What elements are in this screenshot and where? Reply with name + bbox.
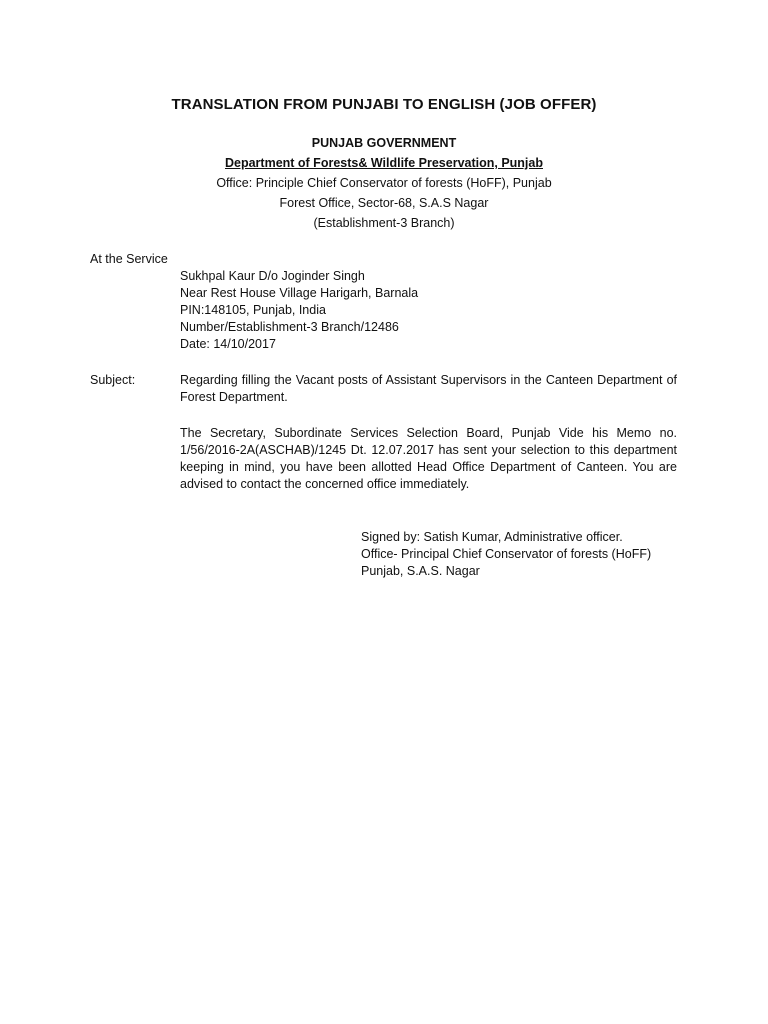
office-location: Forest Office, Sector-68, S.A.S Nagar (279, 196, 489, 210)
reference-number: Number/Establishment-3 Branch/12486 (180, 320, 399, 334)
body-paragraph: The Secretary, Subordinate Services Selection Board, Punjab Vide his Memo no. 1/56/2016-2A(ASCHAB)/1245 Dt. 12.07.2017 has sent your selection to this department keeping in mind, you have been allotted Head Office Department of Canteen. You are advised to contact the concerned office immediately. (180, 426, 677, 491)
signatory-office: Office- Principal Chief Conservator of forests (HoFF) (361, 547, 652, 561)
document-title: TRANSLATION FROM PUNJABI TO ENGLISH (JOB OFFER) (171, 96, 597, 113)
subject-label: Subject: (90, 373, 136, 387)
subject-text: Regarding filling the Vacant posts of Assistant Supervisors in the Canteen Department of Forest Department. (180, 373, 677, 404)
department-name: Department of Forests& Wildlife Preservation, Punjab (224, 156, 543, 170)
recipient-address-block (180, 268, 418, 353)
recipient-name: Sukhpal Kaur D/o Joginder Singh (180, 269, 365, 283)
signed-by: Signed by: Satish Kumar, Administrative officer. (361, 530, 623, 544)
government-name: PUNJAB GOVERNMENT (311, 136, 457, 150)
signature-block (361, 529, 651, 580)
recipient-address: Near Rest House Village Harigarh, Barnala (180, 286, 419, 300)
branch-name: (Establishment-3 Branch) (313, 216, 455, 230)
office-name: Office: Principle Chief Conservator of forests (HoFF), Punjab (216, 176, 552, 190)
letterhead (0, 133, 768, 233)
recipient-label: At the Service (90, 252, 168, 266)
signatory-place: Punjab, S.A.S. Nagar (361, 564, 480, 578)
letter-date: Date: 14/10/2017 (180, 337, 276, 351)
recipient-pin: PIN:148105, Punjab, India (180, 303, 326, 317)
